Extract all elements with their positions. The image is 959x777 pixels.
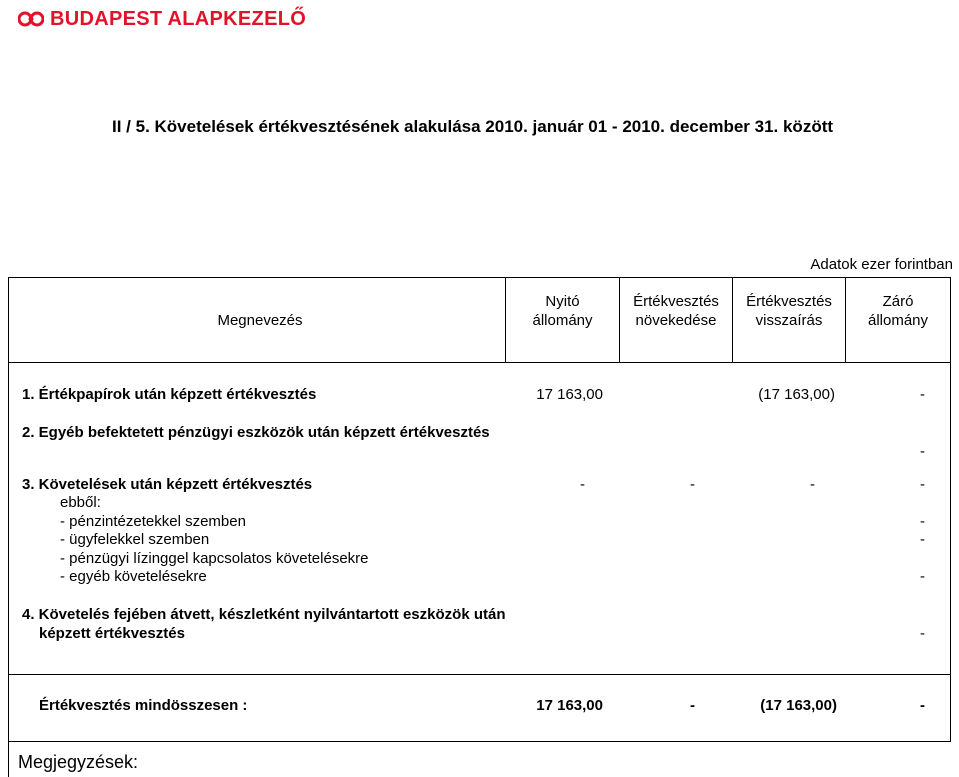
col-header-close-1: Záró <box>882 293 914 310</box>
total-open: 17 163,00 <box>536 697 603 714</box>
document-title: II / 5. Követelések értékvesztésének alakulása 2010. január 01 - 2010. december 31. között <box>112 117 834 136</box>
divider <box>8 742 9 777</box>
units-note: Adatok ezer forintban <box>810 256 953 273</box>
row-label: 2. Egyéb befektetett pénzügyi eszközök után képzett értékvesztés <box>22 424 490 441</box>
sub-item-close: - <box>920 568 925 585</box>
col-header-writeback-1: Értékvesztés <box>746 293 832 310</box>
total-label: Értékvesztés mindösszesen : <box>39 697 248 714</box>
total-increase: - <box>690 697 695 714</box>
col-header-open-1: Nyitó <box>545 293 580 310</box>
sub-item-label: - pénzügyi lízinggel kapcsolatos követelésekre <box>60 550 369 567</box>
col-header-close-2: állomány <box>867 312 929 329</box>
cell-close: - <box>920 443 925 460</box>
cell-open: 17 163,00 <box>536 386 603 403</box>
total-writeback: (17 163,00) <box>760 697 837 714</box>
col-header-writeback-2: visszaírás <box>755 312 823 329</box>
sub-item-label: - pénzintézetekkel szemben <box>60 513 246 530</box>
logo-text: BUDAPEST ALAPKEZELŐ <box>50 7 307 30</box>
col-header-name: Megnevezés <box>217 312 303 329</box>
cell-close: - <box>920 476 925 493</box>
sub-item-label: - ügyfelekkel szemben <box>60 531 210 548</box>
sub-item-close: - <box>920 513 925 530</box>
row-label-cont: képzett értékvesztés <box>39 625 185 642</box>
row-label: 4. Követelés fejében átvett, készletként nyilvántartott eszközök után <box>22 606 506 623</box>
notes-heading: Megjegyzések: <box>18 752 139 772</box>
total-close: - <box>920 697 925 714</box>
cell-close: - <box>920 386 925 403</box>
sub-item-label: - egyéb követelésekre <box>60 568 207 585</box>
cell-writeback: (17 163,00) <box>758 386 835 403</box>
sub-heading: ebből: <box>60 494 101 511</box>
cell-increase: - <box>690 476 695 493</box>
brand-logo <box>18 8 306 30</box>
logo-knot-icon <box>18 10 44 28</box>
cell-writeback: - <box>810 476 815 493</box>
col-header-open-2: állomány <box>532 312 593 329</box>
row-label: 3. Követelések után képzett értékvesztés <box>22 476 313 493</box>
sub-item-close: - <box>920 531 925 548</box>
row-label: 1. Értékpapírok után képzett értékvesztés <box>22 386 317 403</box>
cell-close: - <box>920 625 925 642</box>
col-header-increase-1: Értékvesztés <box>633 293 719 310</box>
cell-open: - <box>580 476 585 493</box>
col-header-increase-2: növekedése <box>635 312 717 329</box>
